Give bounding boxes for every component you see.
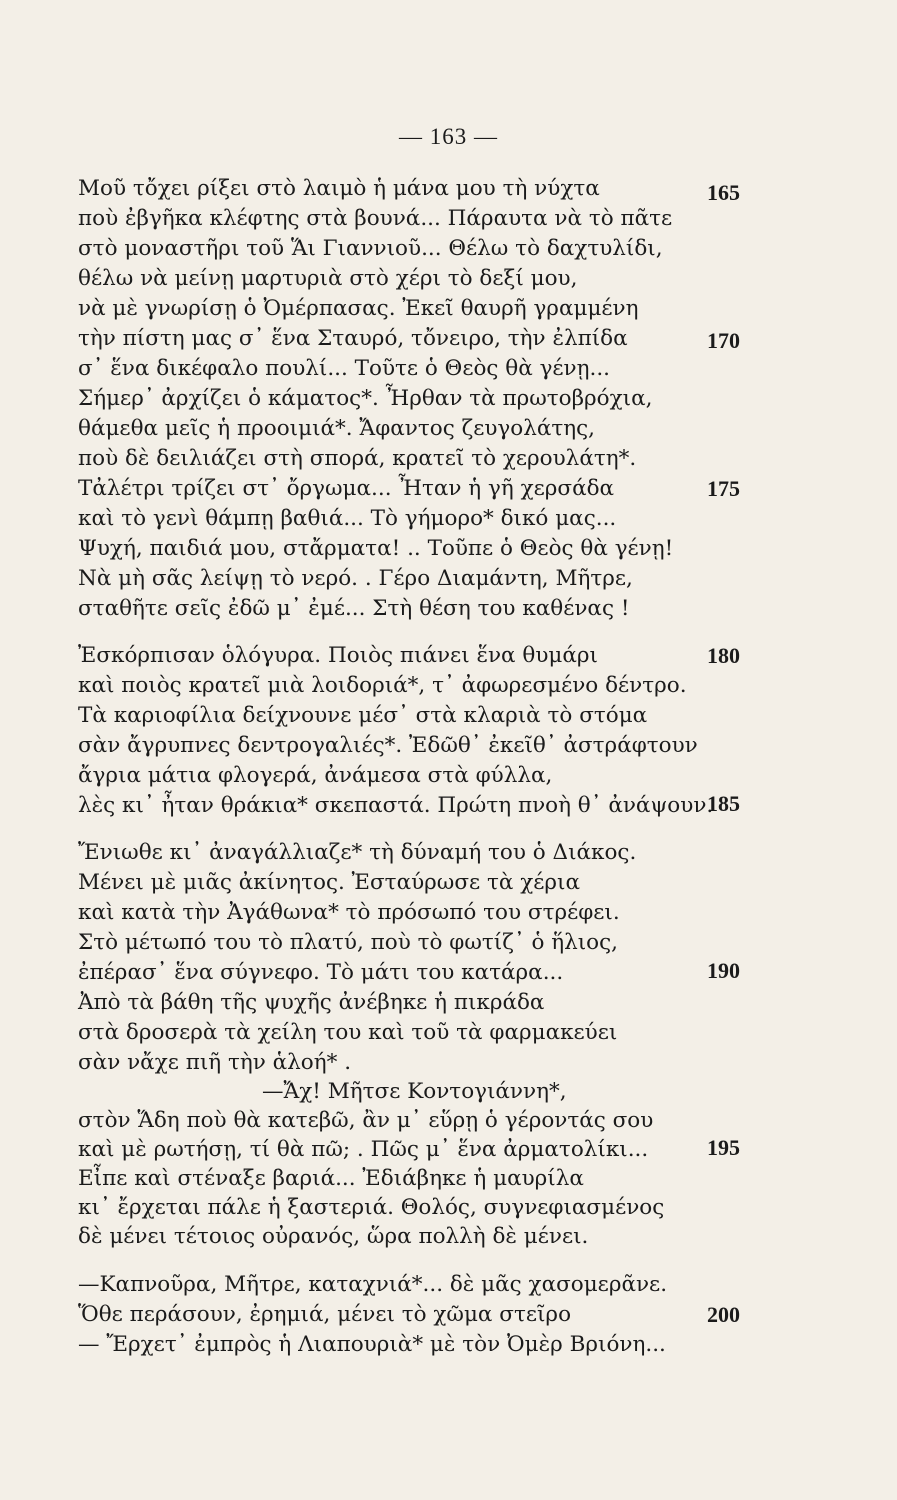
verse-line: καὶ μὲ ρωτήσῃ, τί θὰ πῶ; . Πῶς μ᾿ ἕνα ἀρματολίκι... bbox=[78, 1137, 649, 1162]
verse-line: ποὺ δὲ δειλιάζει στὴ σπορά, κρατεῖ τὸ χερουλάτη*. bbox=[78, 446, 637, 471]
line-number: 175 bbox=[707, 476, 740, 501]
verse-line: Ἀπὸ τὰ βάθη τῆς ψυχῆς ἀνέβηκε ἡ πικράδα bbox=[78, 990, 545, 1015]
verse-line: σ᾿ ἕνα δικέφαλο πουλί... Τοῦτε ὁ Θεὸς θὰ γένῃ... bbox=[78, 356, 611, 381]
verse-line: θέλω νὰ μείνῃ μαρτυριὰ στὸ χέρι τὸ δεξί μου, bbox=[78, 266, 578, 291]
verse-line: ἄγρια μάτια φλογερά, ἀνάμεσα στὰ φύλλα, bbox=[78, 763, 553, 788]
verse-line: Ἔνιωθε κι᾿ ἀναγάλλιαζε* τὴ δύναμή του ὁ Διάκος. bbox=[78, 840, 637, 865]
line-number: 165 bbox=[707, 180, 740, 205]
line-number: 190 bbox=[707, 958, 740, 983]
page-number-header: — 163 — bbox=[399, 124, 498, 149]
verse-line: ποὺ ἐβγῆκα κλέφτης στὰ βουνά... Πάραυτα νὰ τὸ πᾶτε bbox=[78, 206, 673, 231]
line-number: 195 bbox=[707, 1135, 740, 1160]
line-number: 170 bbox=[707, 328, 740, 353]
verse-line: Εἶπε καὶ στέναξε βαριά... Ἐδιάβηκε ἡ μαυρίλα bbox=[78, 1166, 584, 1191]
verse-line: λὲς κι᾿ ἦταν θράκια* σκεπαστά. Πρώτη πνοὴ θ᾿ ἀνάψουν. bbox=[78, 793, 714, 818]
verse-line: τὴν πίστη μας σ᾿ ἕνα Σταυρό, τὄνειρο, τὴν ἐλπίδα bbox=[78, 326, 628, 351]
verse-line: — Ἔρχετ᾿ ἐμπρὸς ἡ Λιαπουριὰ* μὲ τὸν Ὀμὲρ Βριόνη... bbox=[78, 1332, 666, 1357]
verse-line: Τἀλέτρι τρίζει στ᾿ ὄργωμα... Ἦταν ἡ γῆ χερσάδα bbox=[78, 476, 615, 501]
verse-line: Νὰ μὴ σᾶς λείψῃ τὸ νερό. . Γέρο Διαμάντη, Μῆτρε, bbox=[78, 566, 633, 591]
verse-line: Ψυχή, παιδιά μου, στἄρματα! .. Τοῦπε ὁ Θεὸς θὰ γένῃ! bbox=[78, 536, 674, 561]
verse-line: Σήμερ᾿ ἀρχίζει ὁ κάματος*. Ἦρθαν τὰ πρωτοβρόχια, bbox=[78, 386, 653, 411]
verse-line: νὰ μὲ γνωρίσῃ ὁ Ὀμέρπασας. Ἐκεῖ θαυρῆ γραμμένη bbox=[78, 296, 639, 321]
verse-line: Μένει μὲ μιᾶς ἀκίνητος. Ἐσταύρωσε τὰ χέρια bbox=[78, 870, 580, 895]
verse-line: καὶ τὸ γενὶ θάμπῃ βαθιά... Τὸ γήμορο* δικό μας... bbox=[78, 506, 617, 531]
verse-line: Στὸ μέτωπό του τὸ πλατύ, ποὺ τὸ φωτίζ᾿ ὁ ἥλιος, bbox=[78, 930, 618, 955]
verse-line: στὸν Ἅδη ποὺ θὰ κατεβῶ, ἂν μ᾿ εὕρῃ ὁ γέροντάς σου bbox=[78, 1108, 654, 1133]
verse-line: δὲ μένει τέτοιος οὐρανός, ὥρα πολλὴ δὲ μένει. bbox=[78, 1224, 589, 1249]
verse-line: στὰ δροσερὰ τὰ χείλη του καὶ τοῦ τὰ φαρμακεύει bbox=[78, 1020, 618, 1045]
verse-line: ἐπέρασ᾿ ἕνα σύγνεφο. Τὸ μάτι του κατάρα... bbox=[78, 960, 564, 985]
line-number: 180 bbox=[707, 643, 740, 668]
verse-line: καὶ κατὰ τὴν Ἀγάθωνα* τὸ πρόσωπό του στρέφει. bbox=[78, 900, 620, 925]
verse-line: στὸ μοναστῆρι τοῦ Ἅι Γιαννιοῦ... Θέλω τὸ δαχτυλίδι, bbox=[78, 236, 663, 261]
line-number: 200 bbox=[707, 1302, 740, 1327]
verse-line: κι᾿ ἔρχεται πάλε ἡ ξαστεριά. Θολός, συγνεφιασμένος bbox=[78, 1195, 665, 1220]
verse-line: σταθῆτε σεῖς ἐδῶ μ᾿ ἐμέ... Στὴ θέση του καθένας ! bbox=[78, 596, 630, 621]
verse-line: σὰν νἄχε πιῆ τὴν ἁλοή* . bbox=[78, 1050, 352, 1075]
verse-line: Μοῦ τὄχει ρίξει στὸ λαιμὸ ἡ μάνα μου τὴ νύχτα bbox=[78, 176, 600, 201]
verse-line: καὶ ποιὸς κρατεῖ μιὰ λοιδοριά*, τ᾿ ἀφωρεσμένο δέντρο. bbox=[78, 673, 687, 698]
verse-line: —Καπνοῦρα, Μῆτρε, καταχνιά*... δὲ μᾶς χασομερᾶνε. bbox=[78, 1272, 668, 1297]
verse-line: σὰν ἄγρυπνες δεντρογαλιές*. Ἐδῶθ᾿ ἐκεῖθ᾿ ἀστράφτουν bbox=[78, 733, 698, 758]
verse-line: —Ἄχ! Μῆτσε Κοντογιάννη*, bbox=[262, 1079, 567, 1104]
verse-line: Ὅθε περάσουν, ἐρημιά, μένει τὸ χῶμα στεῖρο bbox=[78, 1302, 572, 1327]
verse-line: Ἐσκόρπισαν ὁλόγυρα. Ποιὸς πιάνει ἕνα θυμάρι bbox=[78, 643, 598, 668]
verse-line: θάμεθα μεῖς ἡ προοιμιά*. Ἄφαντος ζευγολάτης, bbox=[78, 416, 596, 441]
line-number: 185 bbox=[707, 791, 740, 816]
verse-line: Τὰ καριοφίλια δείχνουνε μέσ᾿ στὰ κλαριὰ τὸ στόμα bbox=[78, 703, 648, 728]
